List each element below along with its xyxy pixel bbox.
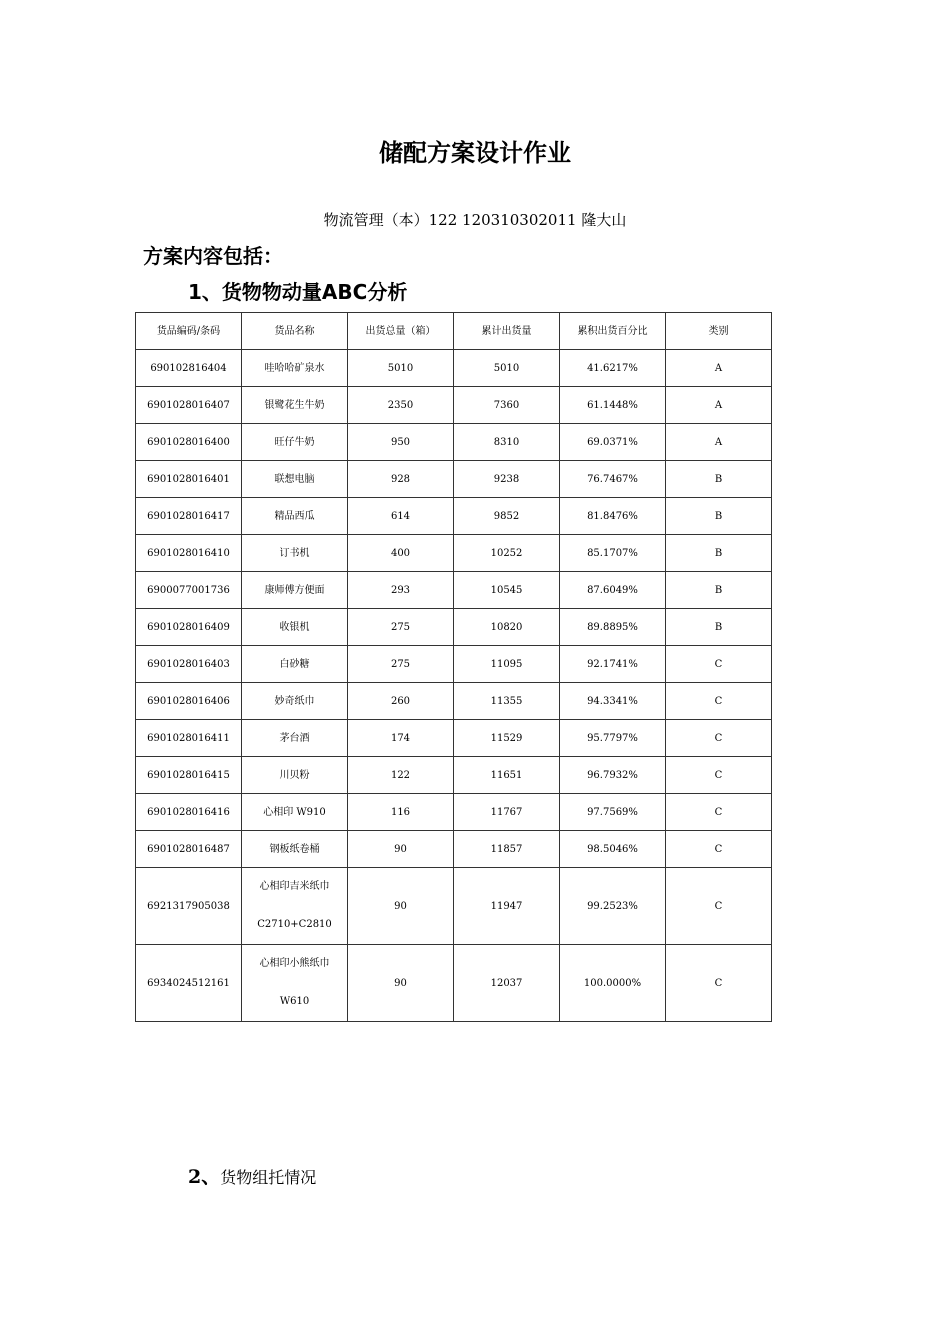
cell-code: 6901028016407 <box>136 387 242 424</box>
cell-qty: 90 <box>348 945 454 1022</box>
cell-code: 690102816404 <box>136 350 242 387</box>
table-row <box>136 535 772 572</box>
cell-qty: 90 <box>348 868 454 945</box>
cell-percent: 76.7467% <box>560 461 666 498</box>
table-row <box>136 945 772 1022</box>
cell-percent: 87.6049% <box>560 572 666 609</box>
cell-percent: 81.8476% <box>560 498 666 535</box>
table-row <box>136 387 772 424</box>
table-row <box>136 646 772 683</box>
cell-class: C <box>666 868 772 945</box>
section-1-heading: 1、货物物动量ABC分析 <box>188 280 408 304</box>
cell-name: 精品西瓜 <box>242 498 348 535</box>
cell-percent: 89.8895% <box>560 609 666 646</box>
table-row <box>136 868 772 945</box>
cell-qty: 2350 <box>348 387 454 424</box>
section-2-number: 2、 <box>188 1166 221 1188</box>
header-class: 类别 <box>666 313 772 350</box>
cell-cumulative: 11095 <box>454 646 560 683</box>
cell-percent: 41.6217% <box>560 350 666 387</box>
table-row <box>136 572 772 609</box>
cell-code: 6901028016415 <box>136 757 242 794</box>
cell-qty: 90 <box>348 831 454 868</box>
cell-class: A <box>666 387 772 424</box>
cell-code: 6900077001736 <box>136 572 242 609</box>
cell-cumulative: 9238 <box>454 461 560 498</box>
cell-class: C <box>666 683 772 720</box>
cell-name-line-1: 心相印小熊纸巾 <box>259 958 330 969</box>
header-name: 货品名称 <box>242 313 348 350</box>
cell-name-line-2: W610 <box>279 996 310 1007</box>
cell-percent: 95.7797% <box>560 720 666 757</box>
cell-code: 6901028016410 <box>136 535 242 572</box>
cell-cumulative: 10820 <box>454 609 560 646</box>
cell-percent: 61.1448% <box>560 387 666 424</box>
cell-class: A <box>666 424 772 461</box>
cell-percent: 97.7569% <box>560 794 666 831</box>
cell-percent: 100.0000% <box>560 945 666 1022</box>
cell-cumulative: 8310 <box>454 424 560 461</box>
author-line: 物流管理（本）122 120310302011 隆大山 <box>323 211 627 229</box>
cell-name: 旺仔牛奶 <box>242 424 348 461</box>
table-row <box>136 461 772 498</box>
cell-cumulative: 11767 <box>454 794 560 831</box>
cell-percent: 92.1741% <box>560 646 666 683</box>
table-row <box>136 350 772 387</box>
cell-class: B <box>666 572 772 609</box>
cell-qty: 400 <box>348 535 454 572</box>
cell-qty: 116 <box>348 794 454 831</box>
cell-cumulative: 12037 <box>454 945 560 1022</box>
cell-name: 联想电脑 <box>242 461 348 498</box>
cell-name-line-2: C2710+C2810 <box>257 919 332 930</box>
cell-cumulative: 7360 <box>454 387 560 424</box>
table-row <box>136 831 772 868</box>
cell-code: 6901028016409 <box>136 609 242 646</box>
table-row <box>136 794 772 831</box>
cell-name-line-1: 心相印吉米纸巾 <box>259 881 330 892</box>
cell-qty: 614 <box>348 498 454 535</box>
cell-class: B <box>666 461 772 498</box>
cell-class: B <box>666 498 772 535</box>
cell-code: 6901028016406 <box>136 683 242 720</box>
cell-cumulative: 9852 <box>454 498 560 535</box>
cell-percent: 85.1707% <box>560 535 666 572</box>
cell-class: A <box>666 350 772 387</box>
cell-code: 6901028016411 <box>136 720 242 757</box>
section-2-heading <box>188 1162 316 1189</box>
cell-cumulative: 10252 <box>454 535 560 572</box>
cell-name: 收银机 <box>242 609 348 646</box>
cell-percent: 99.2523% <box>560 868 666 945</box>
table-row <box>136 498 772 535</box>
cell-cumulative: 11355 <box>454 683 560 720</box>
section-2-text: 货物组托情况 <box>220 1168 317 1187</box>
cell-qty: 928 <box>348 461 454 498</box>
cell-class: C <box>666 757 772 794</box>
table-row <box>136 683 772 720</box>
cell-cumulative: 11651 <box>454 757 560 794</box>
cell-qty: 275 <box>348 609 454 646</box>
cell-name <box>242 945 348 1022</box>
cell-code: 6934024512161 <box>136 945 242 1022</box>
cell-class: C <box>666 720 772 757</box>
cell-name: 茅台酒 <box>242 720 348 757</box>
cell-qty: 260 <box>348 683 454 720</box>
abc-analysis-table <box>135 312 772 1022</box>
cell-qty: 174 <box>348 720 454 757</box>
cell-name: 川贝粉 <box>242 757 348 794</box>
cell-class: C <box>666 646 772 683</box>
cell-name: 订书机 <box>242 535 348 572</box>
table-row <box>136 424 772 461</box>
cell-qty: 275 <box>348 646 454 683</box>
cell-class: C <box>666 831 772 868</box>
cell-cumulative: 5010 <box>454 350 560 387</box>
table-row <box>136 609 772 646</box>
cell-percent: 94.3341% <box>560 683 666 720</box>
content-heading: 方案内容包括： <box>143 244 283 268</box>
header-cumulative: 累计出货量 <box>454 313 560 350</box>
cell-percent: 69.0371% <box>560 424 666 461</box>
cell-name: 妙奇纸巾 <box>242 683 348 720</box>
cell-name: 银鹭花生牛奶 <box>242 387 348 424</box>
table-row <box>136 720 772 757</box>
cell-code: 6921317905038 <box>136 868 242 945</box>
table-row <box>136 757 772 794</box>
cell-name: 哇哈哈矿泉水 <box>242 350 348 387</box>
cell-cumulative: 11857 <box>454 831 560 868</box>
document-title: 储配方案设计作业 <box>379 139 571 167</box>
cell-name: 钢板纸卷桶 <box>242 831 348 868</box>
cell-class: C <box>666 794 772 831</box>
cell-qty: 5010 <box>348 350 454 387</box>
cell-cumulative: 11947 <box>454 868 560 945</box>
cell-code: 6901028016416 <box>136 794 242 831</box>
cell-name: 心相印 W910 <box>242 794 348 831</box>
cell-percent: 98.5046% <box>560 831 666 868</box>
header-qty: 出货总量（箱） <box>348 313 454 350</box>
cell-name: 康师傅方便面 <box>242 572 348 609</box>
cell-cumulative: 11529 <box>454 720 560 757</box>
cell-name <box>242 868 348 945</box>
table-header-row <box>136 313 772 350</box>
header-code: 货品编码/条码 <box>136 313 242 350</box>
cell-class: C <box>666 945 772 1022</box>
cell-code: 6901028016400 <box>136 424 242 461</box>
cell-code: 6901028016487 <box>136 831 242 868</box>
cell-class: B <box>666 535 772 572</box>
cell-cumulative: 10545 <box>454 572 560 609</box>
cell-qty: 293 <box>348 572 454 609</box>
cell-qty: 122 <box>348 757 454 794</box>
cell-code: 6901028016401 <box>136 461 242 498</box>
cell-qty: 950 <box>348 424 454 461</box>
cell-percent: 96.7932% <box>560 757 666 794</box>
cell-code: 6901028016417 <box>136 498 242 535</box>
header-percent: 累积出货百分比 <box>560 313 666 350</box>
cell-code: 6901028016403 <box>136 646 242 683</box>
cell-name: 白砂糖 <box>242 646 348 683</box>
cell-class: B <box>666 609 772 646</box>
